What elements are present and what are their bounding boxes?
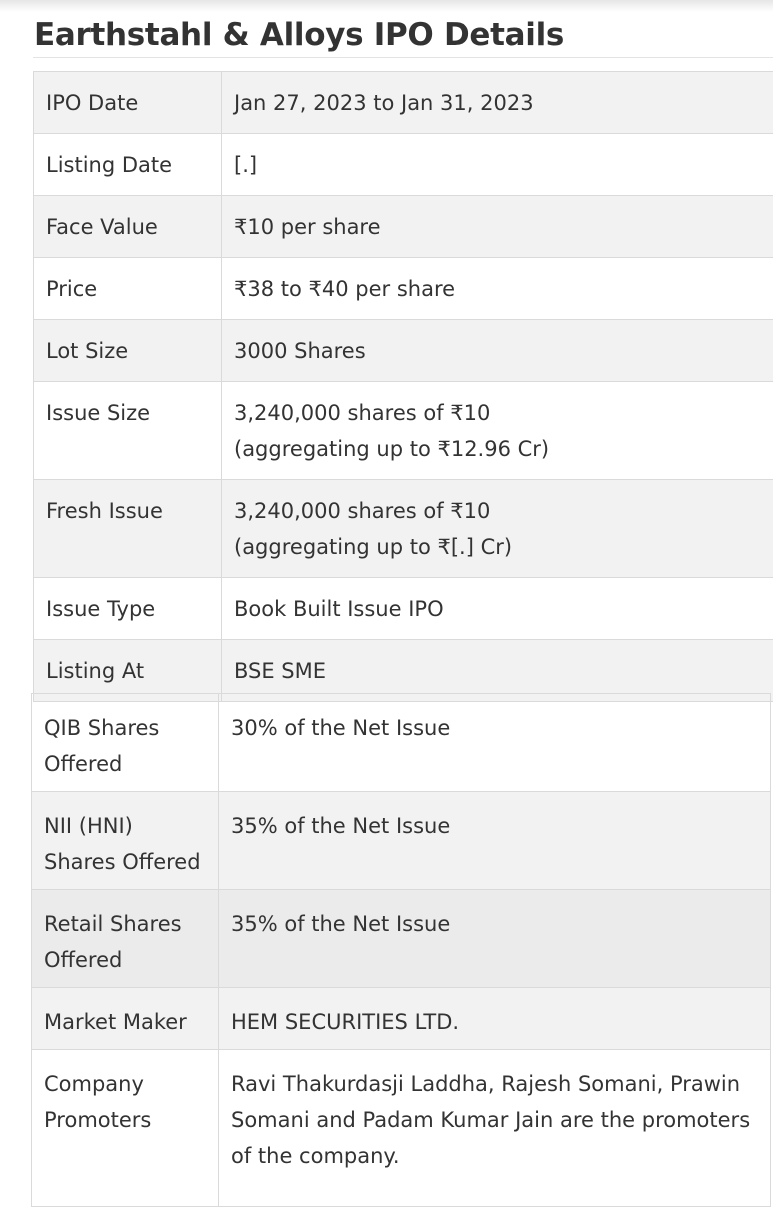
row-label (32, 694, 219, 792)
label-line: Offered (44, 948, 123, 972)
label-line: QIB Shares (44, 716, 160, 740)
ipo-reservation-table (31, 693, 771, 1207)
row-label: Listing Date (34, 134, 222, 196)
table-row (34, 134, 773, 196)
label-line: Retail Shares (44, 912, 182, 936)
label-line: Offered (44, 752, 123, 776)
row-value (222, 382, 773, 480)
value-line: Ravi Thakurdasji Laddha, Rajesh Somani, Prawin (231, 1072, 741, 1096)
top-shadow (0, 0, 773, 12)
value-line: (aggregating up to ₹[.] Cr) (234, 535, 513, 559)
label-line: Company (44, 1072, 144, 1096)
table-row (34, 578, 773, 640)
title-divider (33, 57, 773, 58)
table-row (32, 890, 771, 988)
row-label: Face Value (34, 196, 222, 258)
row-value: ₹38 to ₹40 per share (222, 258, 773, 320)
row-label: Lot Size (34, 320, 222, 382)
row-label: IPO Date (34, 72, 222, 134)
table-row (34, 258, 773, 320)
row-label: Issue Type (34, 578, 222, 640)
page-title: Earthstahl & Alloys IPO Details (34, 17, 565, 53)
table-row (34, 196, 773, 258)
row-value: 30% of the Net Issue (219, 694, 771, 792)
label-line: Shares Offered (44, 850, 201, 874)
table-row (32, 988, 771, 1050)
value-line: Somani and Padam Kumar Jain are the promoters (231, 1108, 751, 1132)
value-line: 3,240,000 shares of ₹10 (234, 499, 491, 523)
value-line: 3,240,000 shares of ₹10 (234, 401, 491, 425)
label-line: NII (HNI) (44, 814, 133, 838)
row-value: [.] (222, 134, 773, 196)
row-value: HEM SECURITIES LTD. (219, 988, 771, 1050)
row-label: Issue Size (34, 382, 222, 480)
row-label: Market Maker (32, 988, 219, 1050)
table-row (34, 382, 773, 480)
ipo-details-table (33, 71, 773, 702)
row-value: Book Built Issue IPO (222, 578, 773, 640)
row-label (32, 1050, 219, 1207)
row-value: 35% of the Net Issue (219, 890, 771, 988)
row-value: BSE SME (222, 640, 773, 702)
row-label: Fresh Issue (34, 480, 222, 578)
table-row (32, 694, 771, 792)
row-value: Jan 27, 2023 to Jan 31, 2023 (222, 72, 773, 134)
row-value: ₹10 per share (222, 196, 773, 258)
value-line: (aggregating up to ₹12.96 Cr) (234, 437, 550, 461)
row-value: 35% of the Net Issue (219, 792, 771, 890)
table-row (34, 480, 773, 578)
row-label (32, 792, 219, 890)
table-row (32, 1050, 771, 1207)
label-line: Promoters (44, 1108, 152, 1132)
row-value (219, 1050, 771, 1207)
table-row (34, 320, 773, 382)
row-label: Price (34, 258, 222, 320)
row-value (222, 480, 773, 578)
row-value: 3000 Shares (222, 320, 773, 382)
table-row (34, 72, 773, 134)
row-label: Listing At (34, 640, 222, 702)
table-row (32, 792, 771, 890)
row-label (32, 890, 219, 988)
value-line: of the company. (231, 1144, 400, 1168)
